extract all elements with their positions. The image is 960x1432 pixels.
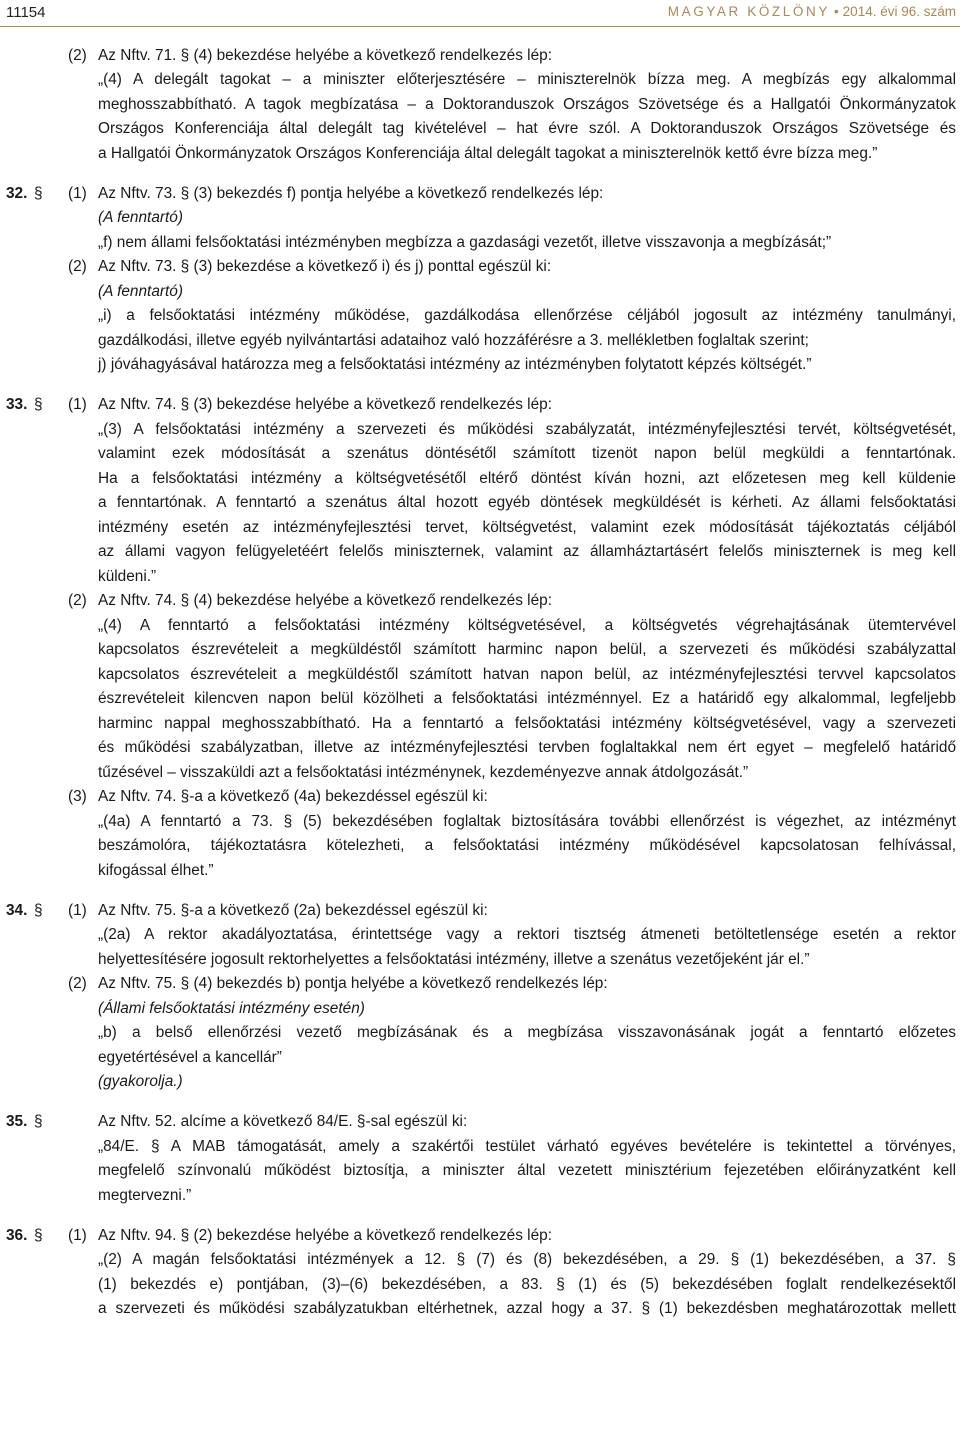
text-line: a fenntartónak. A fenntartó a szenátus által hozott egyéb döntések megküldését is kérheti. Az állami felsőoktatási (98, 494, 956, 511)
text-line: „84/E. § A MAB támogatását, amely a szakértői testület várható egyéves bevételére is tekintettel a törvényes, (98, 1138, 956, 1155)
section-number: 33. (6, 396, 28, 413)
paragraph-label: (1) (68, 1227, 87, 1244)
text-line: „f) nem állami felsőoktatási intézményben megbízza a gazdasági vezetőt, illetve visszavonja a megbízását;” (98, 234, 832, 251)
text-line: harminc nappal meghosszabbítható. Ha a fenntartó a felsőoktatási intézmény költségvetésével, vagy a szervezeti (98, 715, 956, 732)
section-sign: § (34, 1227, 43, 1244)
journal-name: MAGYAR KÖZLÖNY (667, 4, 830, 19)
section-sign: § (34, 902, 43, 919)
provision-heading: Az Nftv. 74. § (4) bekezdése helyébe a következő rendelkezés lép: (98, 592, 552, 609)
text-line: megtervezni.” (98, 1187, 192, 1204)
text-line: beszámolóra, tájékoztatásra kötelezheti, a felsőoktatási intézmény működésével kapcsolatosan felhívással, (98, 837, 956, 854)
text-line: megfelelő színvonalú működést biztosítja, a miniszter által vezetett minisztérium fejezetében előirányzatként kell (98, 1162, 956, 1179)
header-rule (0, 26, 960, 27)
paragraph-label: (3) (68, 788, 87, 805)
paragraph-label: (2) (68, 47, 87, 64)
section-number: 35. (6, 1113, 28, 1130)
text-line: a szervezeti és működési szabályzatukban eltérhetnek, azzal hogy a 37. § (1) bekezdésben meghatározottak mellett (98, 1300, 956, 1317)
issue-label: 2014. évi 96. szám (842, 4, 956, 19)
provision-heading: Az Nftv. 94. § (2) bekezdése helyébe a következő rendelkezés lép: (98, 1227, 552, 1244)
paragraph-label: (1) (68, 185, 87, 202)
header-bullet: • (833, 4, 839, 19)
text-line: gazdálkodási, illetve egyéb nyilvántartási adataihoz való hozzáférésre a 3. mellékletben foglaltak szerint; (98, 332, 809, 349)
provision-heading: Az Nftv. 74. § (3) bekezdése helyébe a következő rendelkezés lép: (98, 396, 552, 413)
text-line: „(2a) A rektor akadályoztatása, érintettsége vagy a rektori tisztség átmeneti betöltetlensége esetén a rektor (98, 926, 956, 943)
paragraph-label: (1) (68, 902, 87, 919)
paragraph-label: (1) (68, 396, 87, 413)
provision-heading: Az Nftv. 75. §-a a következő (2a) bekezdéssel egészül ki: (98, 902, 488, 919)
journal-title (668, 4, 956, 19)
text-line: meghosszabbítható. A tagok megbízatása – a Doktoranduszok Országos Szövetsége és a Hallgatói Önkormányzatok (98, 96, 956, 113)
text-line: (A fenntartó) (98, 283, 183, 300)
text-line: „b) a belső ellenőrzési vezető megbízásának és a megbízása visszavonásának jogát a fenntartó előzetes (98, 1024, 956, 1041)
text-line: (gyakorolja.) (98, 1073, 183, 1090)
text-line: kifogással élhet.” (98, 862, 214, 879)
text-line: „(4) A fenntartó a felsőoktatási intézmény költségvetésével, a költségvetés végrehajtásának ütemtervével (98, 617, 956, 634)
text-line: a Hallgatói Önkormányzatok Országos Konferenciája által delegált tagokat a miniszterelnök kettő évre bízza meg.” (98, 145, 878, 162)
text-line: j) jóváhagyásával határozza meg a felsőoktatási intézmény az intézményben folytatott képzés költségét.” (98, 356, 812, 373)
provision-heading: Az Nftv. 52. alcíme a következő 84/E. §-sal egészül ki: (98, 1113, 468, 1130)
paragraph-label: (2) (68, 592, 87, 609)
text-line: helyettesítésére jogosult rektorhelyettes a felsőoktatási intézmény, illetve a szenátus vezetőjeként jár el.” (98, 951, 810, 968)
text-line: (1) bekezdés e) pontjában, (3)–(6) bekezdésében, a 83. § (1) és (5) bekezdésében foglalt rendelkezésektől (98, 1276, 956, 1293)
provision-heading: Az Nftv. 73. § (3) bekezdése a következő i) és j) ponttal egészül ki: (98, 258, 552, 275)
text-line: intézmény esetén az intézményfejlesztési tervet, költségvetést, valamint ezek módosítását tájékoztatás céljából (98, 519, 956, 536)
page-number: 11154 (6, 4, 46, 21)
section-number: 34. (6, 902, 28, 919)
section-number: 32. (6, 185, 28, 202)
text-line: „(2) A magán felsőoktatási intézmények a 12. § (7) és (8) bekezdésében, a 29. § (1) bekezdésében, a 37. § (98, 1251, 956, 1268)
text-line: „(3) A felsőoktatási intézmény a szervezeti és működési szabályzatát, intézményfejlesztési tervét, költségvetését, (98, 421, 956, 438)
paragraph-label: (2) (68, 258, 87, 275)
text-line: Országos Konferenciája által delegált tag kivételével – hat évre szól. A Doktoranduszok Országos Szövetsége és (98, 120, 956, 137)
provision-heading: Az Nftv. 74. §-a a következő (4a) bekezdéssel egészül ki: (98, 788, 488, 805)
provision-heading: Az Nftv. 75. § (4) bekezdés b) pontja helyébe a következő rendelkezés lép: (98, 975, 608, 992)
text-line: egyetértésével a kancellár” (98, 1049, 282, 1066)
text-line: (A fenntartó) (98, 209, 183, 226)
section-number: 36. (6, 1227, 28, 1244)
text-line: kapcsolatos észrevételeit a megküldéstől számított hatvan napon belül, az intézményfejlesztési tervvel kapcsolatos (98, 666, 956, 683)
provision-heading: Az Nftv. 73. § (3) bekezdés f) pontja helyébe a következő rendelkezés lép: (98, 185, 604, 202)
section-sign: § (34, 396, 43, 413)
page-header (0, 0, 960, 26)
section-sign: § (34, 1113, 43, 1130)
text-line: küldeni.” (98, 568, 157, 585)
text-line: tűzésével – visszaküldi azt a felsőoktatási intézménynek, kezdeményezve annak átdolgozását.” (98, 764, 749, 781)
text-line: észrevételeit kilencven napon belül közölheti a felsőoktatási intézménnyel. Ez a határidő egy alkalommal, legfeljebb (98, 690, 956, 707)
text-line: Ha a felsőoktatási intézmény a költségvetésétől eltérő döntést kíván hozni, azt előzetesen meg kell küldenie (98, 470, 956, 487)
text-line: „i) a felsőoktatási intézmény működése, gazdálkodása ellenőrzése céljából jogosult az intézmény tanulmányi, (98, 307, 956, 324)
paragraph-label: (2) (68, 975, 87, 992)
text-line: az állami vagyon felügyeletéért felelős miniszternek, valamint az államháztartásért felelős miniszternek is meg kell (98, 543, 956, 560)
section-sign: § (34, 185, 43, 202)
text-line: valamint ezek módosítását a szenátus döntésétől számított tizenöt napon belül megküldi a fenntartónak. (98, 445, 956, 462)
provision-heading: Az Nftv. 71. § (4) bekezdése helyébe a következő rendelkezés lép: (98, 47, 552, 64)
text-line: és működési szabályzatban, illetve az intézményfejlesztési tervben foglaltakkal nem ért egyet – megfelelő határidő (98, 739, 956, 756)
text-line: (Állami felsőoktatási intézmény esetén) (98, 1000, 365, 1017)
text-line: kapcsolatos észrevételeit a megküldéstől számított harminc napon belül, a szervezeti és működési szabályzattal (98, 641, 956, 658)
text-line: „(4a) A fenntartó a 73. § (5) bekezdésében foglaltak biztosítására további ellenőrzést is végezhet, az intézményt (98, 813, 956, 830)
text-line: „(4) A delegált tagokat – a miniszter előterjesztésére – miniszterelnök bízza meg. A megbízás egy alkalommal (98, 71, 956, 88)
